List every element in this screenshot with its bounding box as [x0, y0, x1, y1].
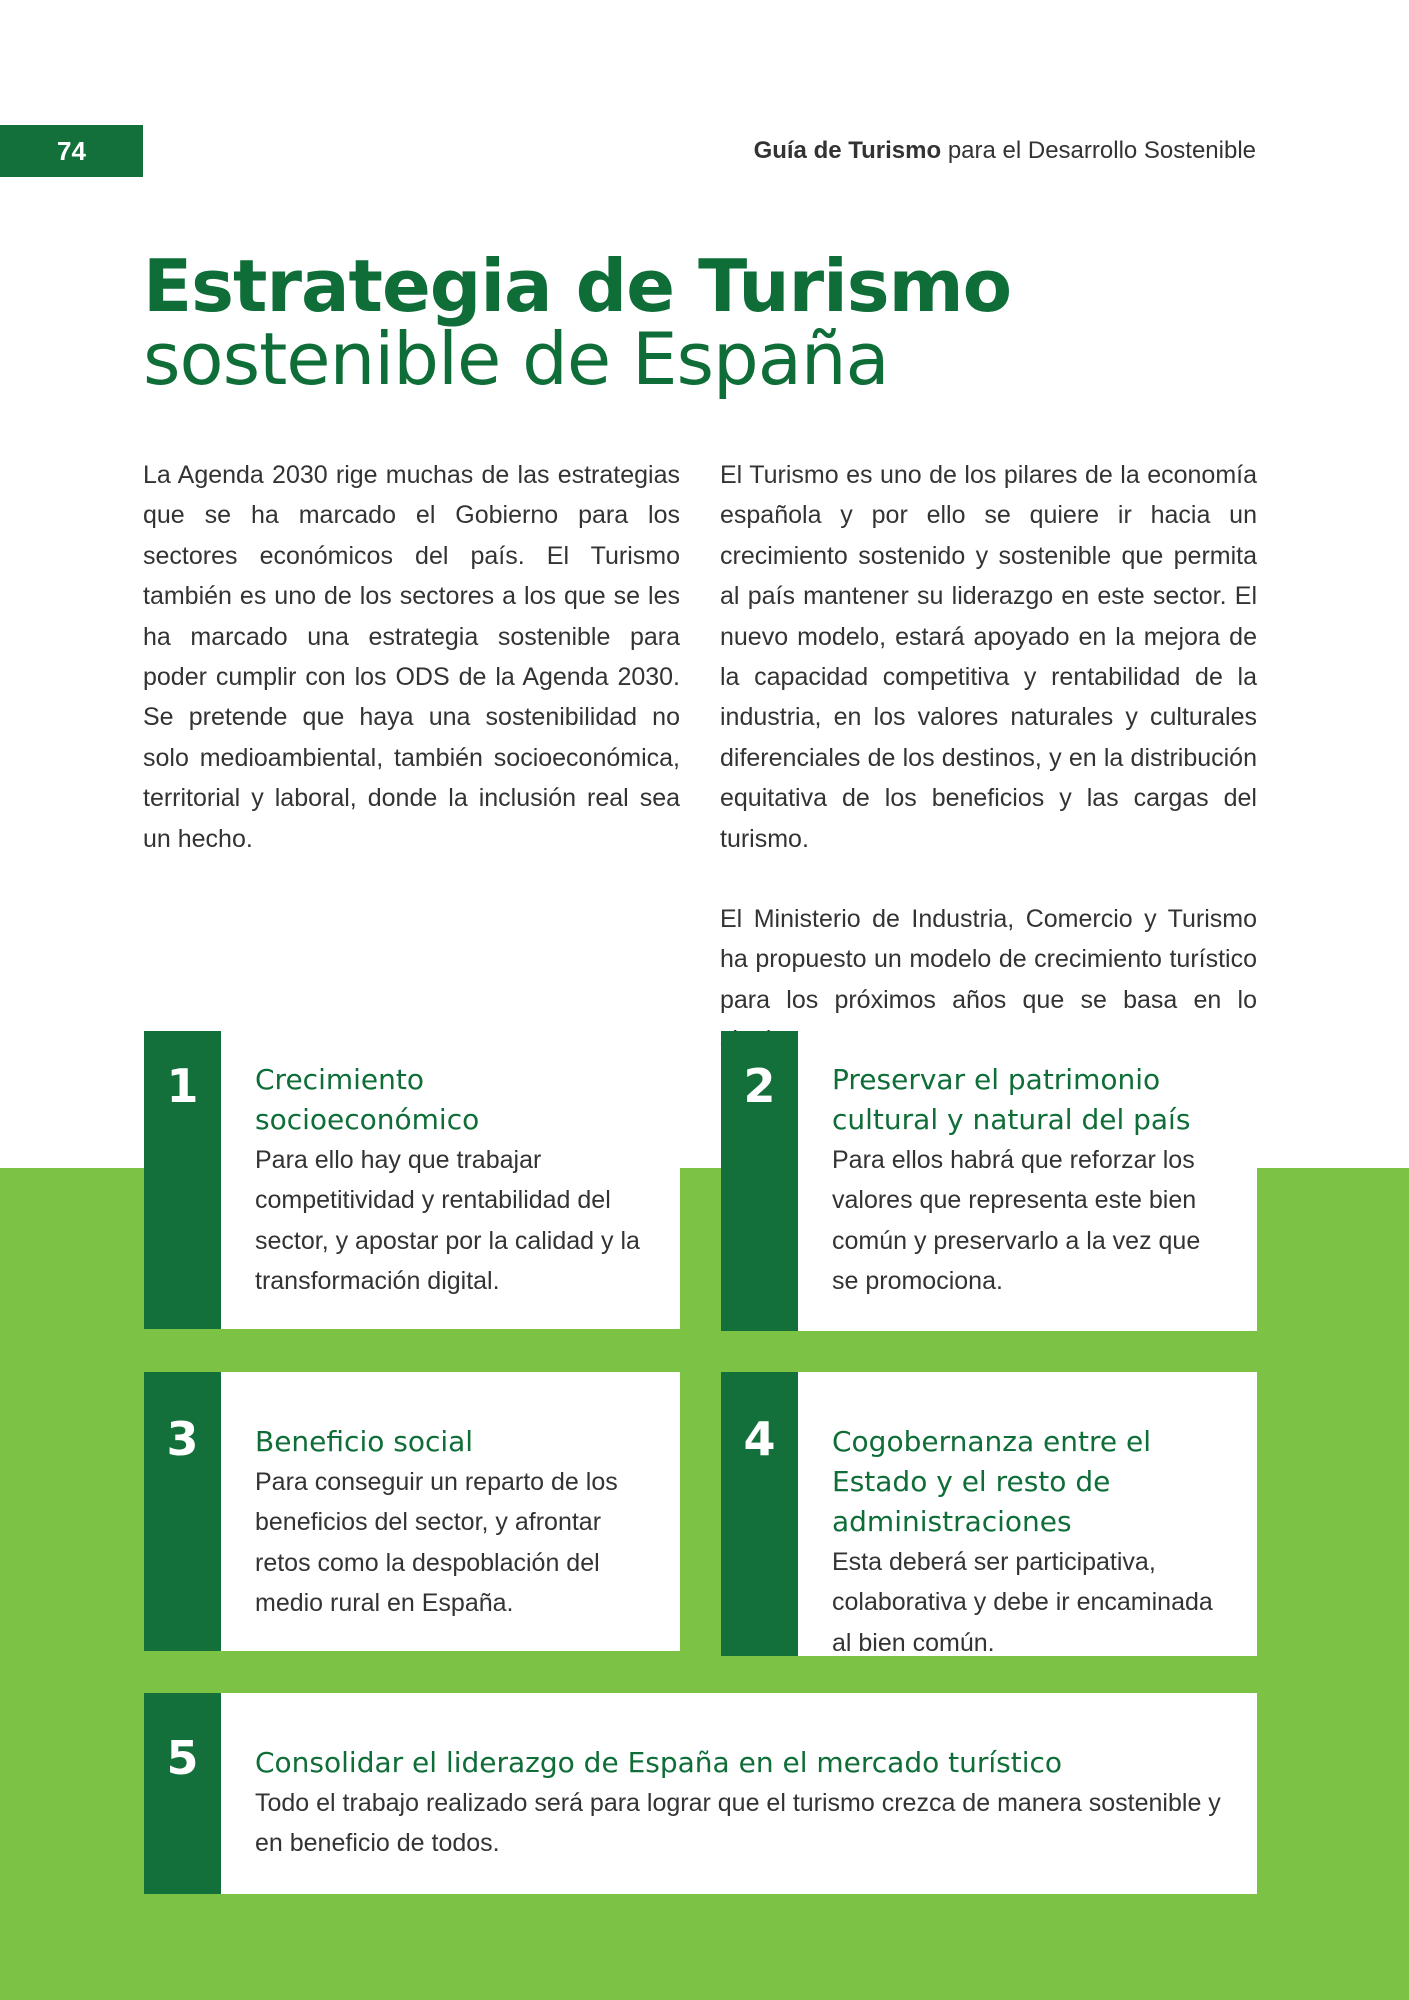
card-heading: Crecimiento socioeconómico — [255, 1063, 480, 1136]
running-header-rest: para el Desarrollo Sostenible — [941, 137, 1256, 164]
page-title-line1: Estrategia de Turismo — [143, 244, 1012, 328]
strategy-card-5 — [144, 1693, 1257, 1894]
card-body — [221, 1372, 680, 1651]
running-header-bold: Guía de Turismo — [753, 137, 942, 164]
card-text: Esta deberá ser participativa, colaborativa y debe ir encaminada al bien común. — [832, 1548, 1213, 1657]
intro-paragraph-3: El Ministerio de Industria, Comercio y Turismo ha propuesto un modelo de crecimiento turístico para los próximos años que se basa en lo — [720, 905, 1257, 1014]
card-number: 1 — [144, 1031, 221, 1329]
card-number: 3 — [144, 1372, 221, 1651]
card-text: Para ello hay que trabajar competitividad y rentabilidad del sector, y apostar por la calidad y la transformación digital. — [255, 1146, 640, 1296]
intro-paragraph-1: La Agenda 2030 rige muchas de las estrategias que se ha marcado el Gobierno para los sectores económicos del país. El Turismo también es uno de los sectores a los que se les ha marcado una estrategia sostenible para poder cumplir con los ODS de la Agenda 2030. Se pretende que haya una sostenibilidad no solo medioambiental, también socioeconómica, territorial y laboral, donde la inclusión real sea un hecho. — [143, 461, 680, 853]
page-title — [143, 244, 1012, 402]
card-text: Para conseguir un reparto de los beneficios del sector, y afrontar retos como la despoblación del medio rural en España. — [255, 1468, 618, 1618]
card-heading: Cogobernanza entre el Estado y el resto de administraciones — [832, 1425, 1151, 1538]
card-body — [221, 1693, 1257, 1894]
card-body — [798, 1031, 1257, 1331]
strategy-card-2 — [721, 1031, 1257, 1331]
strategy-card-3 — [144, 1372, 680, 1651]
card-text: Todo el trabajo realizado será para lograr que el turismo crezca de manera sostenible y en beneficio de todos. — [255, 1789, 1221, 1858]
card-heading: Consolidar el liderazgo de España en el mercado turístico — [255, 1746, 1063, 1779]
page-number-tab — [0, 125, 143, 177]
card-body — [221, 1031, 680, 1329]
card-heading: Beneficio social — [255, 1425, 474, 1458]
running-header — [754, 137, 1256, 165]
card-number: 2 — [721, 1031, 798, 1331]
card-number: 5 — [144, 1693, 221, 1894]
intro-paragraph-2: El Turismo es uno de los pilares de la economía española y por ello se quiere ir hacia un crecimiento sostenido y sostenible que permita al país mantener su liderazgo en este sector. El nuevo modelo, estará apoyado en la mejora de la capacidad competitiva y rentabilidad de la industria, en los valores naturales y culturales diferenciales de los destinos, y en la distribución equitativa de los beneficios y las cargas del turismo. — [720, 461, 1257, 853]
page-number: 74 — [57, 135, 86, 166]
card-text: Para ellos habrá que reforzar los valores que representa este bien común y preservarlo a la vez que se promociona. — [832, 1146, 1201, 1296]
card-heading: Preservar el patrimonio cultural y natural del país — [832, 1063, 1191, 1136]
intro-column-right — [720, 455, 1257, 1101]
page-title-line2: sostenible de España — [143, 317, 889, 402]
intro-column-left — [143, 455, 680, 899]
card-number: 4 — [721, 1372, 798, 1656]
strategy-card-1 — [144, 1031, 680, 1329]
strategy-card-4 — [721, 1372, 1257, 1656]
card-body — [798, 1372, 1257, 1656]
